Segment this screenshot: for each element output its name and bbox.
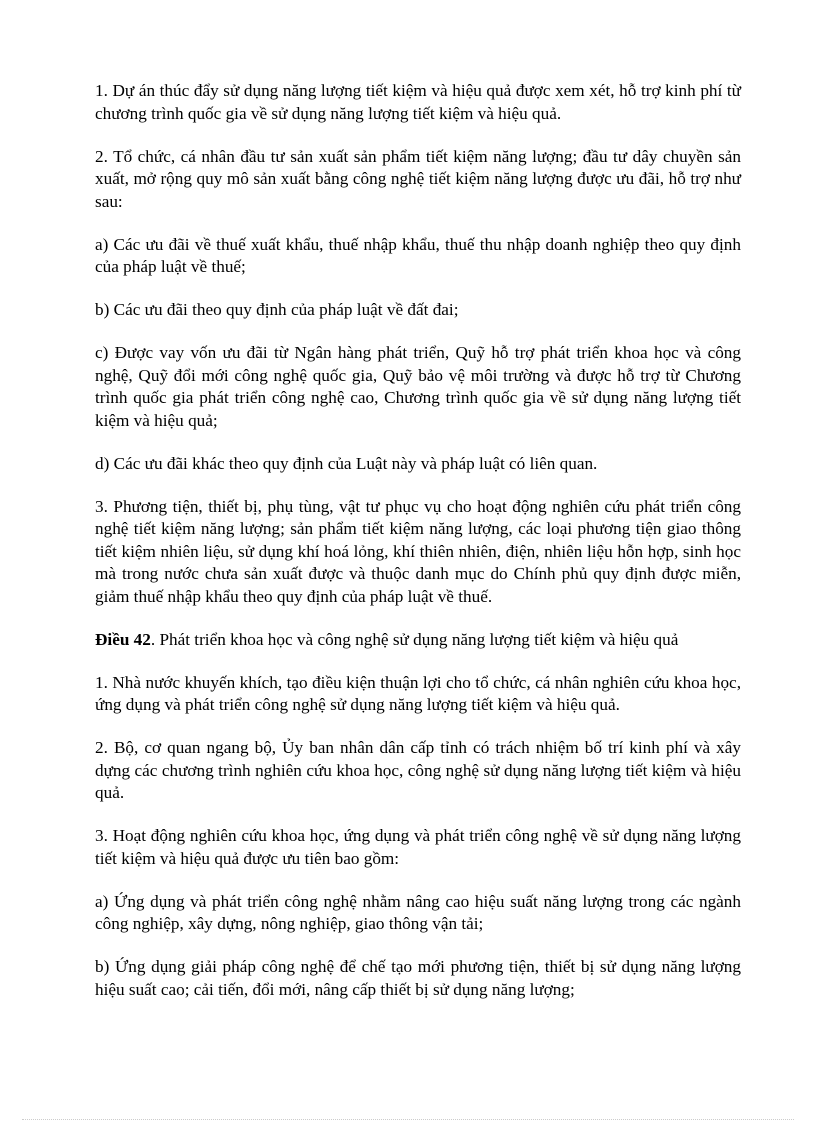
article-paragraph-1: 1. Nhà nước khuyến khích, tạo điều kiện thuận lợi cho tổ chức, cá nhân nghiên cứu khoa học, ứng dụng và phát triển công nghệ sử dụng năng lượng tiết kiệm và hiệu quả. — [95, 672, 741, 714]
paragraph-1: 1. Dự án thúc đẩy sử dụng năng lượng tiết kiệm và hiệu quả được xem xét, hỗ trợ kinh phí từ chương trình quốc gia về sử dụng năng lượng tiết kiệm và hiệu quả. — [95, 81, 741, 123]
paragraph-2b: b) Các ưu đãi theo quy định của pháp luật về đất đai; — [95, 300, 459, 319]
article-paragraph-3b: b) Ứng dụng giải pháp công nghệ để chế tạo mới phương tiện, thiết bị sử dụng năng lượng hiệu suất cao; cải tiến, đổi mới, nâng cấp thiết bị sử dụng năng lượng; — [95, 957, 741, 999]
paragraph-2d: d) Các ưu đãi khác theo quy định của Luật này và pháp luật có liên quan. — [95, 453, 598, 473]
page-bottom-divider — [22, 1119, 794, 1120]
paragraph-2a: a) Các ưu đãi về thuế xuất khẩu, thuế nhập khẩu, thuế thu nhập doanh nghiệp theo quy định của pháp luật về thuế; — [95, 234, 741, 276]
article-paragraph-3a: a) Ứng dụng và phát triển công nghệ nhằm nâng cao hiệu suất năng lượng trong các ngành công nghiệp, xây dựng, nông nghiệp, giao thông vận tải; — [95, 891, 741, 933]
paragraph-3: 3. Phương tiện, thiết bị, phụ tùng, vật tư phục vụ cho hoạt động nghiên cứu phát triển công nghệ tiết kiệm năng lượng; sản phẩm tiết kiệm năng lượng, các loại phương tiện giao thông tiết kiệm nhiên liệu, sử dụng khí hoá lỏng, khí thiên nhiên, điện, nhiên liệu hỗn hợp, sinh học mà trong nước chưa sản xuất được và thuộc danh mục do Chính phủ quy định được miễn, giảm thuế nhập khẩu theo quy định của pháp luật về thuế. — [95, 496, 741, 606]
paragraph-2c: c) Được vay vốn ưu đãi từ Ngân hàng phát triển, Quỹ hỗ trợ phát triển khoa học và công nghệ, Quỹ đổi mới công nghệ quốc gia, Quỹ bảo vệ môi trường và được hỗ trợ từ Chương trình quốc gia phát triển công nghệ cao, Chương trình quốc gia về sử dụng năng lượng tiết kiệm và hiệu quả; — [95, 343, 741, 430]
document-body — [95, 80, 741, 1022]
article-heading — [95, 629, 741, 652]
paragraph-2: 2. Tổ chức, cá nhân đầu tư sản xuất sản phẩm tiết kiệm năng lượng; đầu tư dây chuyền sản xuất, mở rộng quy mô sản xuất bằng công nghệ tiết kiệm năng lượng được ưu đãi, hỗ trợ như sau: — [95, 146, 741, 211]
article-paragraph-2: 2. Bộ, cơ quan ngang bộ, Ủy ban nhân dân cấp tỉnh có trách nhiệm bố trí kinh phí và xây dựng các chương trình nghiên cứu khoa học, công nghệ sử dụng năng lượng tiết kiệm và hiệu quả. — [95, 738, 741, 802]
article-title: . Phát triển khoa học và công nghệ sử dụng năng lượng tiết kiệm và hiệu quả — [150, 629, 679, 649]
article-label: Điều 42 — [95, 629, 151, 649]
article-paragraph-3: 3. Hoạt động nghiên cứu khoa học, ứng dụng và phát triển công nghệ về sử dụng năng lượng tiết kiệm và hiệu quả được ưu tiên bao gồm: — [95, 826, 741, 868]
